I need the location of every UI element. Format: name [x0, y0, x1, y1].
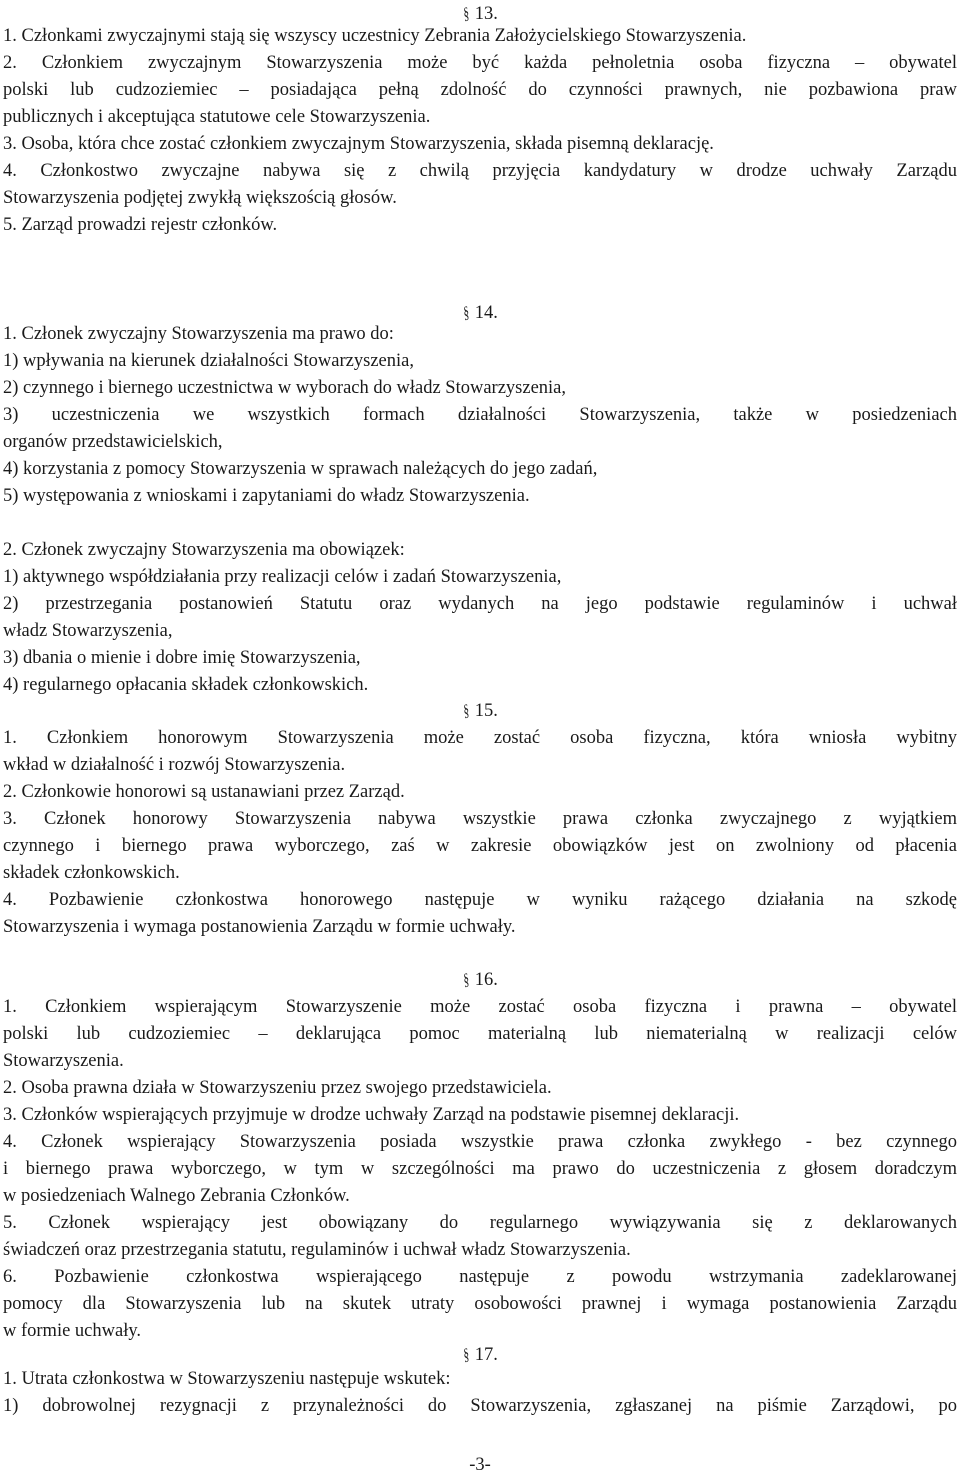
page-number: -3-	[469, 1455, 491, 1475]
text-line: w formie uchwały.	[3, 1321, 142, 1341]
text-line: organów przedstawicielskich,	[3, 432, 223, 452]
text-line: 2) czynnego i biernego uczestnictwa w wyborach do władz Stowarzyszenia,	[3, 378, 567, 398]
text-line: i biernego prawa wyborczego, w tym w szczególności ma prawo do uczestniczenia z głosem doradczym	[3, 1159, 957, 1179]
text-line: 6. Pozbawienie członkostwa wspierającego następuje z powodu wstrzymania zadeklarowanej	[3, 1267, 957, 1287]
section-16-body	[3, 994, 957, 1345]
text-line: 1. Członkiem honorowym Stowarzyszenia może zostać osoba fizyczna, która wniosła wybitny	[3, 728, 957, 748]
text-line: 5) występowania z wnioskami i zapytaniami do władz Stowarzyszenia.	[3, 486, 530, 506]
section-13-body	[3, 23, 957, 239]
section-sign-icon: §	[462, 700, 471, 721]
text-line: Stowarzyszenia i wymaga postanowienia Zarządu w formie uchwały.	[3, 917, 516, 937]
section-17-body	[3, 1366, 957, 1420]
text-line: Stowarzyszenia podjętej zwykłą większością głosów.	[3, 188, 397, 208]
text-line: pomocy dla Stowarzyszenia lub na skutek utraty osobowości prawnej i wymaga postanowienia Zarządu	[3, 1294, 957, 1314]
section-14-body	[3, 321, 957, 699]
section-16-heading: § 16.	[3, 966, 957, 994]
text-line: świadczeń oraz przestrzegania statutu, regulaminów i uchwał władz Stowarzyszenia.	[3, 1240, 631, 1260]
text-line: 3) uczestniczenia we wszystkich formach działalności Stowarzyszenia, także w posiedzeniach	[3, 405, 957, 425]
section-sign-icon: §	[462, 302, 471, 323]
text-line: 1) dobrowolnej rezygnacji z przynależności do Stowarzyszenia, zgłaszanej na piśmie Zarządowi, po	[3, 1396, 957, 1416]
text-line: władz Stowarzyszenia,	[3, 621, 173, 641]
text-line: polski lub cudzoziemiec – deklarująca pomoc materialną lub niematerialną w realizacji celów	[3, 1024, 957, 1044]
text-line: 3. Osoba, która chce zostać członkiem zwyczajnym Stowarzyszenia, składa pisemną deklarację.	[3, 134, 714, 154]
section-sign-icon: §	[462, 1344, 471, 1365]
text-line: 3. Członków wspierających przyjmuje w drodze uchwały Zarząd na podstawie pisemnej deklaracji.	[3, 1105, 740, 1125]
section-15-body	[3, 725, 957, 941]
text-line: 5. Członek wspierający jest obowiązany do regularnego wywiązywania się z deklarowanych	[3, 1213, 957, 1233]
section-15-heading: § 15.	[3, 697, 957, 725]
text-line: 2. Osoba prawna działa w Stowarzyszeniu przez swojego przedstawiciela.	[3, 1078, 552, 1098]
text-line: 2. Członkiem zwyczajnym Stowarzyszenia może być każda pełnoletnia osoba fizyczna – obywatel	[3, 53, 957, 73]
text-line: 1. Członkiem wspierającym Stowarzyszenie może zostać osoba fizyczna i prawna – obywatel	[3, 997, 957, 1017]
text-line: w posiedzeniach Walnego Zebrania Członków.	[3, 1186, 350, 1206]
text-line: 4. Członkostwo zwyczajne nabywa się z chwilą przyjęcia kandydatury w drodze uchwały Zarządu	[3, 161, 957, 181]
text-line: 3) dbania o mienie i dobre imię Stowarzyszenia,	[3, 648, 361, 668]
text-line: 4) korzystania z pomocy Stowarzyszenia w sprawach należących do jego zadań,	[3, 459, 598, 479]
text-line: publicznych i akceptująca statutowe cele Stowarzyszenia.	[3, 107, 431, 127]
section-14-heading: § 14.	[3, 299, 957, 327]
text-line: wkład w działalność i rozwój Stowarzyszenia.	[3, 755, 346, 775]
text-line: czynnego i biernego prawa wyborczego, zaś w zakresie obowiązków jest on zwolniony od płacenia	[3, 836, 957, 856]
text-line: Stowarzyszenia.	[3, 1051, 124, 1071]
text-line: 2. Członkowie honorowi są ustanawiani przez Zarząd.	[3, 782, 405, 802]
section-sign-icon: §	[462, 969, 471, 990]
section-sign-icon: §	[462, 3, 471, 24]
blank-line	[3, 510, 957, 537]
text-line: 1. Członek zwyczajny Stowarzyszenia ma prawo do:	[3, 324, 394, 344]
text-line: 4) regularnego opłacania składek członkowskich.	[3, 675, 369, 695]
text-line: 2) przestrzegania postanowień Statutu oraz wydanych na jego podstawie regulaminów i uchwał	[3, 594, 957, 614]
text-line: 2. Członek zwyczajny Stowarzyszenia ma obowiązek:	[3, 540, 405, 560]
section-17-heading: § 17.	[3, 1341, 957, 1369]
text-line: 3. Członek honorowy Stowarzyszenia nabywa wszystkie prawa członka zwyczajnego z wyjątkiem	[3, 809, 957, 829]
text-line: 1. Członkami zwyczajnymi stają się wszyscy uczestnicy Zebrania Założycielskiego Stowarzyszenia.	[3, 26, 747, 46]
section-13-heading: § 13.	[3, 0, 957, 28]
text-line: 4. Członek wspierający Stowarzyszenia posiada wszystkie prawa członka zwykłego - bez czynnego	[3, 1132, 957, 1152]
text-line: 4. Pozbawienie członkostwa honorowego następuje w wyniku rażącego działania na szkodę	[3, 890, 957, 910]
text-line: 1) wpływania na kierunek działalności Stowarzyszenia,	[3, 351, 414, 371]
text-line: 1) aktywnego współdziałania przy realizacji celów i zadań Stowarzyszenia,	[3, 567, 562, 587]
text-line: 5. Zarząd prowadzi rejestr członków.	[3, 215, 278, 235]
text-line: polski lub cudzoziemiec – posiadająca pełną zdolność do czynności prawnych, nie pozbawiona praw	[3, 80, 957, 100]
text-line: 1. Utrata członkostwa w Stowarzyszeniu następuje wskutek:	[3, 1369, 451, 1389]
text-line: składek członkowskich.	[3, 863, 180, 883]
